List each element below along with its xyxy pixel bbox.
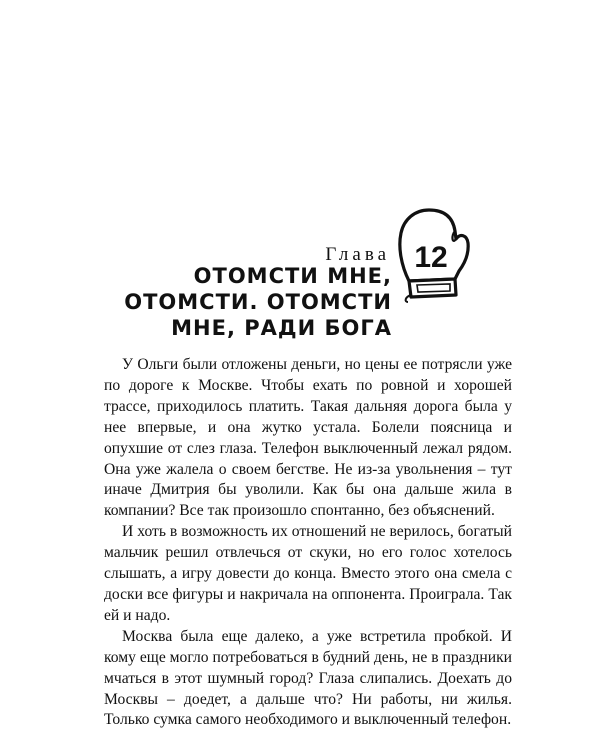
chapter-title-line: ОТОМСТИ МНЕ, — [193, 264, 392, 288]
paragraph: Москва была еще далеко, а уже встретила пробкой. И кому еще могло потребоваться в будний день, не в праздники мчаться в этот шумный город? Глаза слипались. Доехать до Москвы – доедет, а дальше что? Ни работы, ни жилья. Только сумка самого необходимого и выключенный телефон. — [104, 627, 512, 729]
chapter-title-line: МНЕ, РАДИ БОГА — [171, 316, 392, 340]
paragraph: И хоть в возможность их отношений не верилось, богатый мальчик решил отвлечься от скуки, но его голос хотелось слышать, а игру довести до конца. Вместо этого она смела с доски все фигуры и накричала на оппонента. Проиграла. Так ей и надо. — [104, 523, 512, 624]
boxing-glove-icon — [395, 205, 473, 305]
body-text — [104, 355, 512, 731]
chapter-title — [12, 263, 392, 341]
paragraph: У Ольги были отложены деньги, но цены ее потрясли уже по дороге к Москве. Чтобы ехать по ровной и хорошей трассе, приходилось платить. Такая дальняя дорога была у нее впервые, и она жутко устала. Болели поясница и опухшие от слез глаза. Телефон выключенный лежал рядом. Она уже жалела о своем бегстве. Не из-за увольнения – тут иначе Дмитрия бы уволили. Как бы она дальше жила в компании? Все так произошло спонтанно, без объяснений. — [104, 356, 512, 520]
chapter-number: 12 — [414, 241, 448, 274]
chapter-title-line: ОТОМСТИ. ОТОМСТИ — [124, 290, 392, 314]
chapter-label: Глава — [325, 244, 390, 265]
